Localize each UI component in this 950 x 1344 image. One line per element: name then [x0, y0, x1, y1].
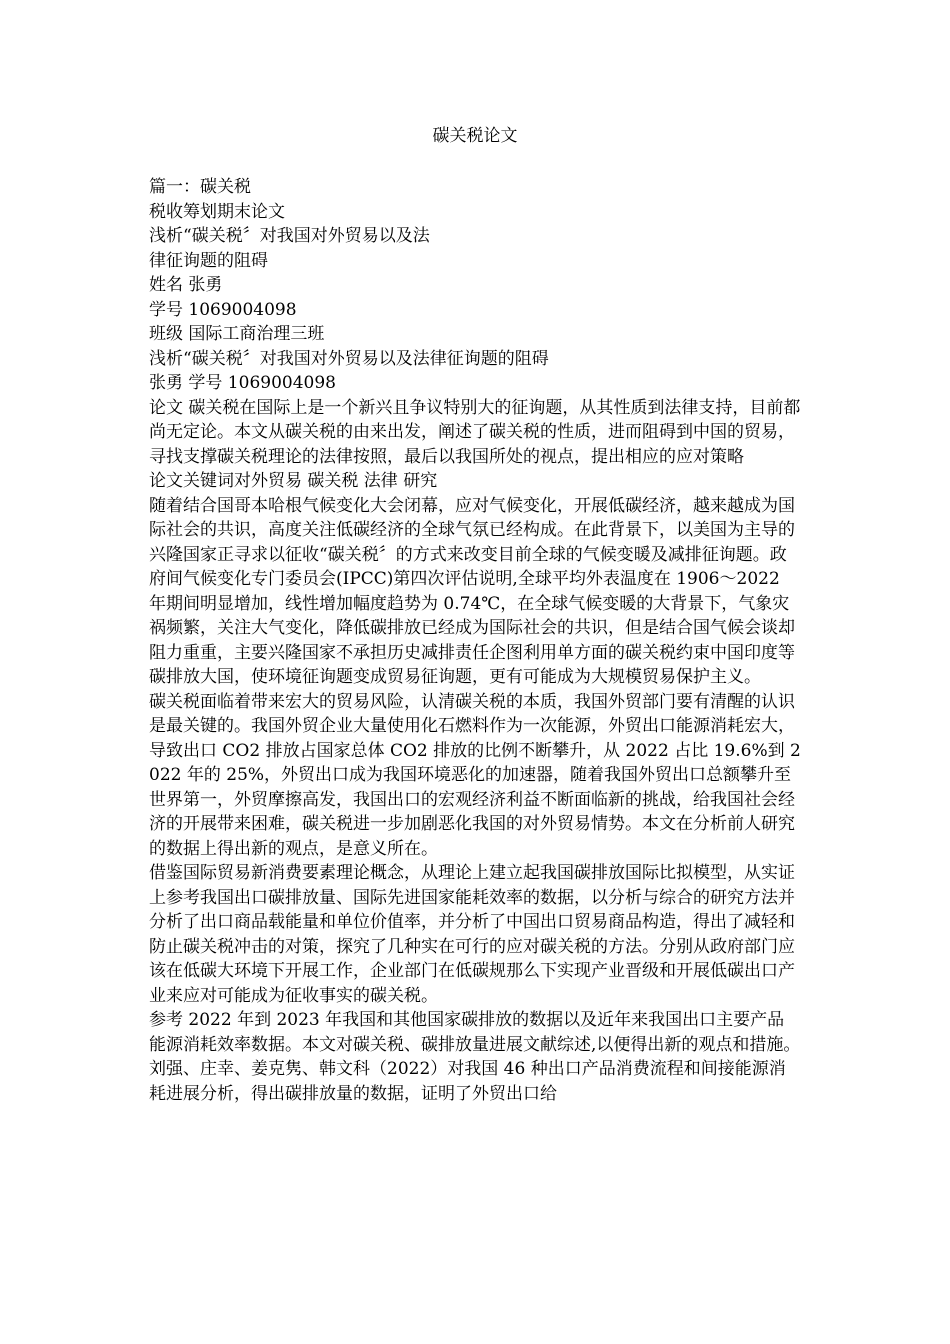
paper-title-part-1: 浅析“碳关税〞对我国对外贸易以及法	[149, 226, 430, 246]
abstract-paragraph: 论文 碳关税在国际上是一个新兴且争议特别大的征询题，从其性质到法律支持，目前都尚无定论。本文从碳关税的由来出发，阐述了碳关税的性质，进而阻碍到中国的贸易，寻找支撑碳关税理论的法律按照，最后以我国所处的视点，提出相应的应对策略	[149, 397, 801, 467]
paper-title-full: 浅析“碳关税〞对我国对外贸易以及法律征询题的阻碍	[149, 348, 549, 369]
body-paragraph: 参考 2022 年到 2023 年我国和其他国家碳排放的数据以及近年来我国出口主要产品能源消耗效率数据。本文对碳关税、碳排放量进展文献综述,以便得出新的观点和措施。刘强、庄幸、姜克隽、韩文科（2022）对我国 46 种出口产品消费流程和间接能源消耗进展分析，得出碳排放量的数据，证明了外贸出口给	[149, 1010, 801, 1104]
document-body	[149, 175, 801, 1106]
student-id: 学号 1069004098	[149, 299, 297, 320]
paper-title-part-2: 律征询题的阻碍	[149, 250, 268, 271]
author-line: 张勇 学号 1069004098	[149, 373, 336, 393]
document-title: 碳关税论文	[432, 126, 518, 146]
body-paragraph: 随着结合国哥本哈根气候变化大会闭幕，应对气候变化，开展低碳经济，越来越成为国际社会的共识，高度关注低碳经济的全球气氛已经构成。在此背景下，以美国为主导的兴隆国家正寻求以征收“碳关税〞的方式来改变目前全球的气候变暖及减排征询题。政府间气候变化专门委员会(IPCC)第四次评估说明,全球平均外表温度在 1906～2022 年期间明显增加，线性增加幅度趋势为 0.74℃，在全球气候变暖的大背景下，气象灾祸频繁，关注大气变化，降低碳排放已经成为国际社会的共识，但是结合国气候会谈却阻力重重，主要兴隆国家不承担历史减排责任企图利用单方面的碳关税约束中国印度等碳排放大国，使环境征询题变成贸易征询题，更有可能成为大规模贸易保护主义。	[149, 495, 795, 687]
section-heading: 篇一：碳关税	[149, 177, 251, 197]
course-name: 税收筹划期末论文	[149, 201, 285, 222]
body-paragraph: 碳关税面临着带来宏大的贸易风险，认清碳关税的本质，我国外贸部门要有清醒的认识是最关键的。我国外贸企业大量使用化石燃料作为一次能源，外贸出口能源消耗宏大，导致出口 CO2 排放占国家总体 CO2 排放的比例不断攀升，从 2022 占比 19.6%到 2022 年的 25%，外贸出口成为我国环境恶化的加速器，随着我国外贸出口总额攀升至世界第一，外贸摩擦高发，我国出口的宏观经济利益不断面临新的挑战，给我国社会经济的开展带来困难，碳关税进一步加剧恶化我国的对外贸易情势。本文在分析前人研究的数据上得出新的观点，是意义所在。	[149, 691, 801, 859]
body-paragraph: 借鉴国际贸易新消费要素理论概念，从理论上建立起我国碳排放国际比拟模型，从实证上参考我国出口碳排放量、国际先进国家能耗效率的数据，以分析与综合的研究方法并分析了出口商品载能量和单位价值率，并分析了中国出口贸易商品构造，得出了减轻和防止碳关税冲击的对策，探究了几种实在可行的应对碳关税的方法。分别从政府部门应该在低碳大环境下开展工作，企业部门在低碳规那么下实现产业晋级和开展低碳出口产业来应对可能成为征收事实的碳关税。	[149, 863, 795, 1006]
keywords-paragraph: 论文关键词对外贸易 碳关税 法律 研究	[149, 471, 438, 491]
author-name: 姓名 张勇	[149, 275, 223, 295]
class-name: 班级 国际工商治理三班	[149, 324, 325, 344]
